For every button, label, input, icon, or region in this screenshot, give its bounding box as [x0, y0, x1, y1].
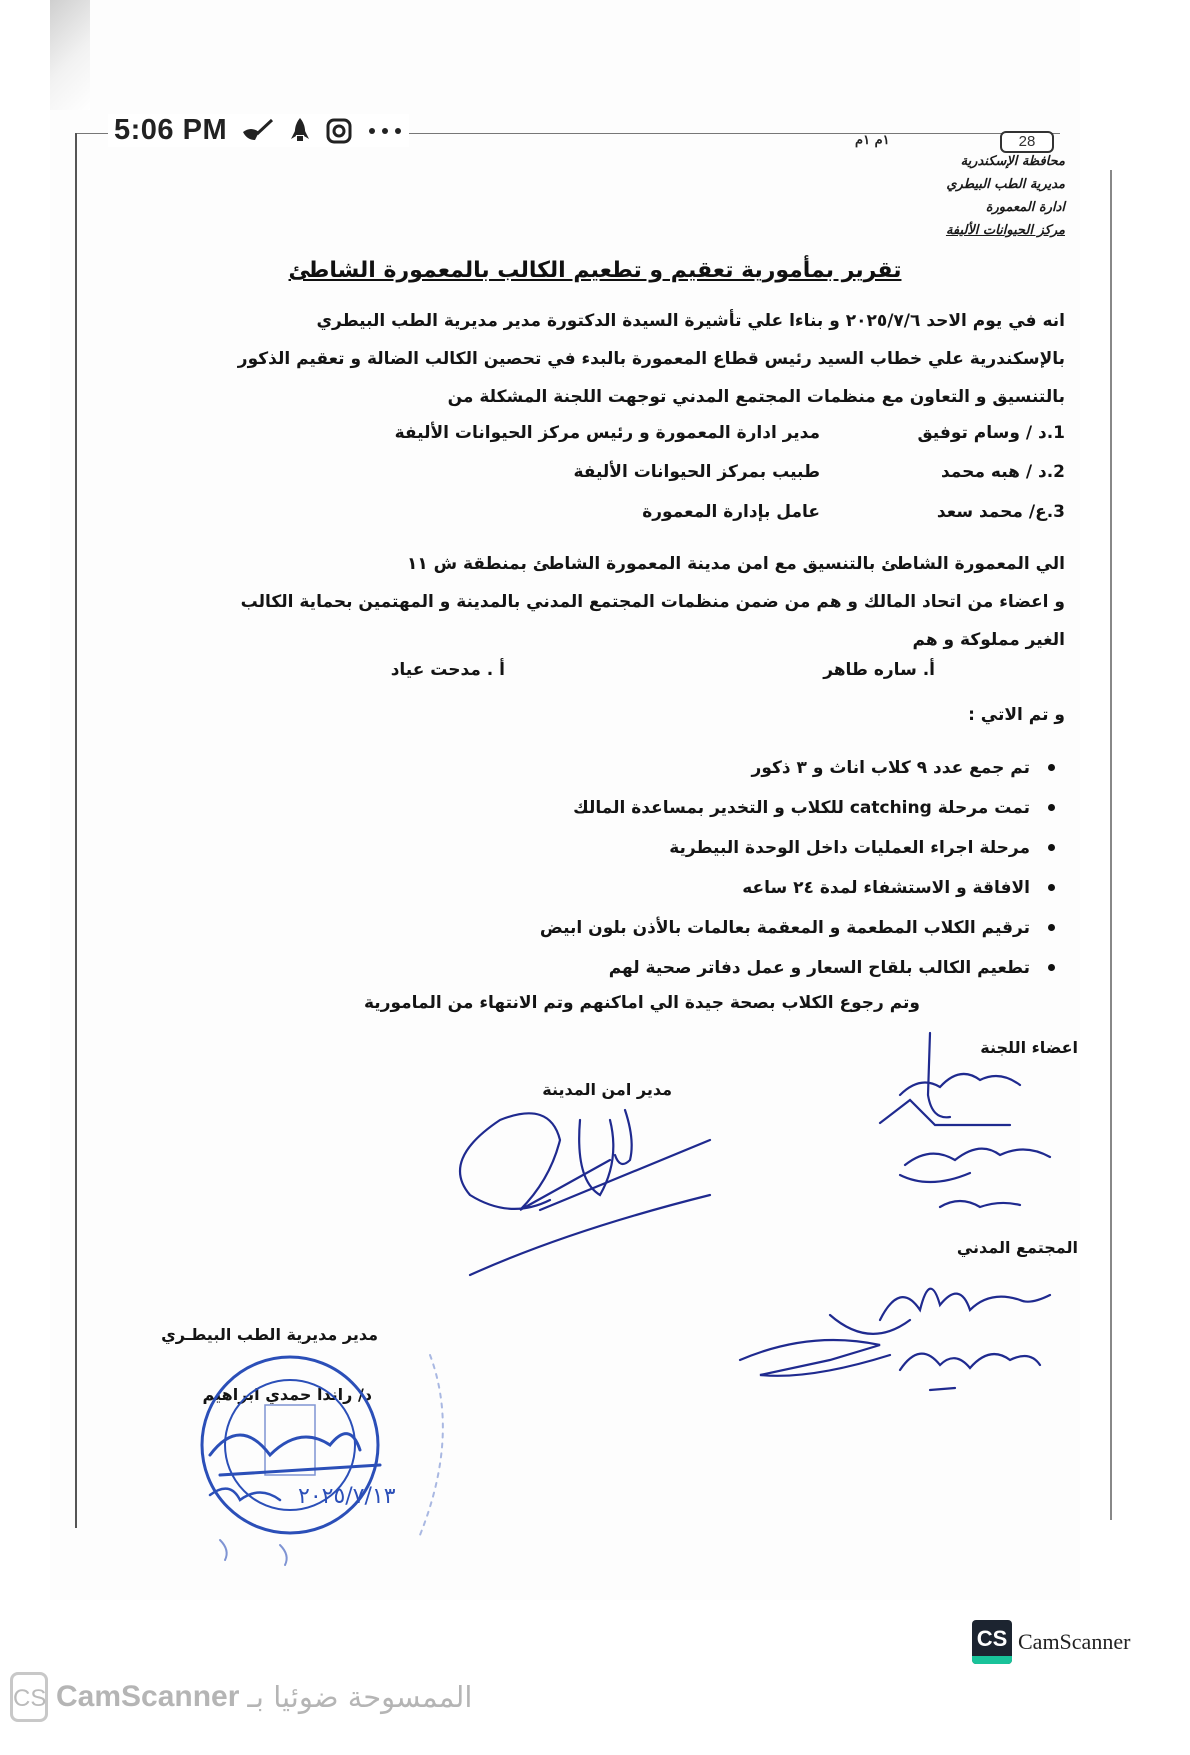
actions-heading: و تم الاتي : [968, 705, 1065, 725]
intro-line: انه في يوم الاحد ٢٠٢٥/٧/٦ و بناءا علي تأشيرة السيدة الدكتورة مدير مديرية الطب البيطري [316, 311, 1065, 331]
letterhead-directorate: مديرية الطب البيطري [946, 177, 1065, 192]
watermark-brand: CamScanner [56, 1680, 240, 1713]
civil-society-signatures [730, 1260, 1060, 1410]
action-item: تم جمع عدد ٩ كلاب اناث و ٣ ذكور [540, 748, 1030, 788]
stamp-date: ٢٠٢٥/٧/١٣ [298, 1484, 396, 1509]
broom-icon [241, 118, 275, 144]
destination-line: و اعضاء من اتحاد المالك و هم من ضمن منظمات المجتمع المدني بالمدينة و المهتمين بحماية الكالب [240, 592, 1065, 612]
intro-line: بالإسكندرية علي خطاب السيد رئيس قطاع المعمورة بالبدء في تحصين الكالب الضالة و تعقيم الذكور [237, 349, 1065, 369]
letterhead-administration: ادارة المعمورة [985, 200, 1065, 215]
camscanner-brand: CamScanner [1018, 1629, 1131, 1654]
committee-member [125, 462, 1065, 498]
member-name: 2.د / هبه محمد [940, 462, 1065, 482]
city-security-director-label: مدير امن المدينة [542, 1080, 672, 1099]
action-item: الافاقة و الاستشفاء لمدة ٢٤ ساعه [540, 868, 1030, 908]
letterhead [946, 150, 1065, 242]
civil-society-label: المجتمع المدني [956, 1238, 1078, 1257]
page-border-left [75, 133, 77, 1528]
committee-member [125, 423, 1065, 459]
closing-statement: وتم رجوع الكلاب بصحة جيدة الي اماكنهم وتم الانتهاء من المامورية [364, 993, 920, 1013]
member-role: مدير ادارة المعمورة و رئيس مركز الحيوانات الأليفة [394, 423, 820, 443]
committee-handwritten-signatures [860, 1025, 1090, 1235]
camscanner-badge-icon: CS [972, 1620, 1012, 1664]
destination-paragraph [125, 545, 1065, 659]
status-time: 5:06 PM [114, 114, 228, 146]
directorate-director-label: مدير مديرية الطب البيطـري [161, 1325, 378, 1344]
more-dots-icon [367, 126, 403, 136]
phone-status-bar [108, 114, 409, 147]
action-item: ترقيم الكلاب المطعمة و المعقمة بعالمات بالأذن بلون ابيض [540, 908, 1030, 948]
committee-member [125, 502, 1065, 538]
city-security-director-signature [450, 1100, 750, 1280]
document-title: تقرير بمأمورية تعقيم و تطعيم الكالب بالمعمورة الشاطئ [288, 258, 902, 283]
civil-member-name: أ. ساره طاهر [823, 660, 935, 680]
action-item: تمت مرحلة catching للكلاب و التخدير بمساعدة المالك [540, 788, 1030, 828]
action-item: مرحلة اجراء العمليات داخل الوحدة البيطرية [540, 828, 1030, 868]
date-marks: ١م ١م [855, 133, 890, 148]
letterhead-governorate: محافظة الإسكندرية [960, 154, 1065, 169]
scan-watermark [10, 1672, 472, 1722]
destination-line: الي المعمورة الشاطئ بالتنسيق مع امن مدينة المعمورة الشاطئ بمنطقة ش ١١ [406, 554, 1065, 574]
action-item: تطعيم الكالب بلقاح السعار و عمل دفاتر صحية لهم [540, 948, 1030, 988]
page-border-right [1110, 170, 1112, 1520]
committee-signatures-label: اعضاء اللجنة [980, 1038, 1078, 1057]
official-stamp [180, 1335, 500, 1585]
civil-society-members [0, 660, 1190, 692]
civil-member-name: أ . مدحت عياد [390, 660, 505, 680]
camscanner-logo [972, 1620, 1130, 1664]
watermark-text: الممسوحة ضوئيا بـ [247, 1680, 473, 1714]
letterhead-center: مركز الحيوانات الأليفة [945, 223, 1065, 238]
destination-line: الغير مملوكة و هم [912, 630, 1065, 650]
directorate-director-name: د/ راندا حمدي ابراهيم [202, 1385, 372, 1404]
intro-line: بالتنسيق و التعاون مع منظمات المجتمع المدني توجهت اللجنة المشكلة من [447, 387, 1065, 407]
member-name: 3.ع/ محمد سعد [936, 502, 1065, 522]
intro-paragraph [125, 302, 1065, 416]
rocket-icon [289, 117, 311, 145]
member-role: طبيب بمركز الحيوانات الأليفة [573, 462, 820, 482]
watermark-badge-icon: CS [10, 1672, 48, 1722]
member-name: 1.د / وسام توفيق [917, 423, 1065, 443]
instagram-icon [325, 117, 353, 145]
member-role: عامل بإدارة المعمورة [642, 502, 820, 522]
paper-fold-shadow [50, 0, 90, 110]
actions-list [540, 748, 1055, 988]
page-number: 28 [1000, 131, 1054, 153]
